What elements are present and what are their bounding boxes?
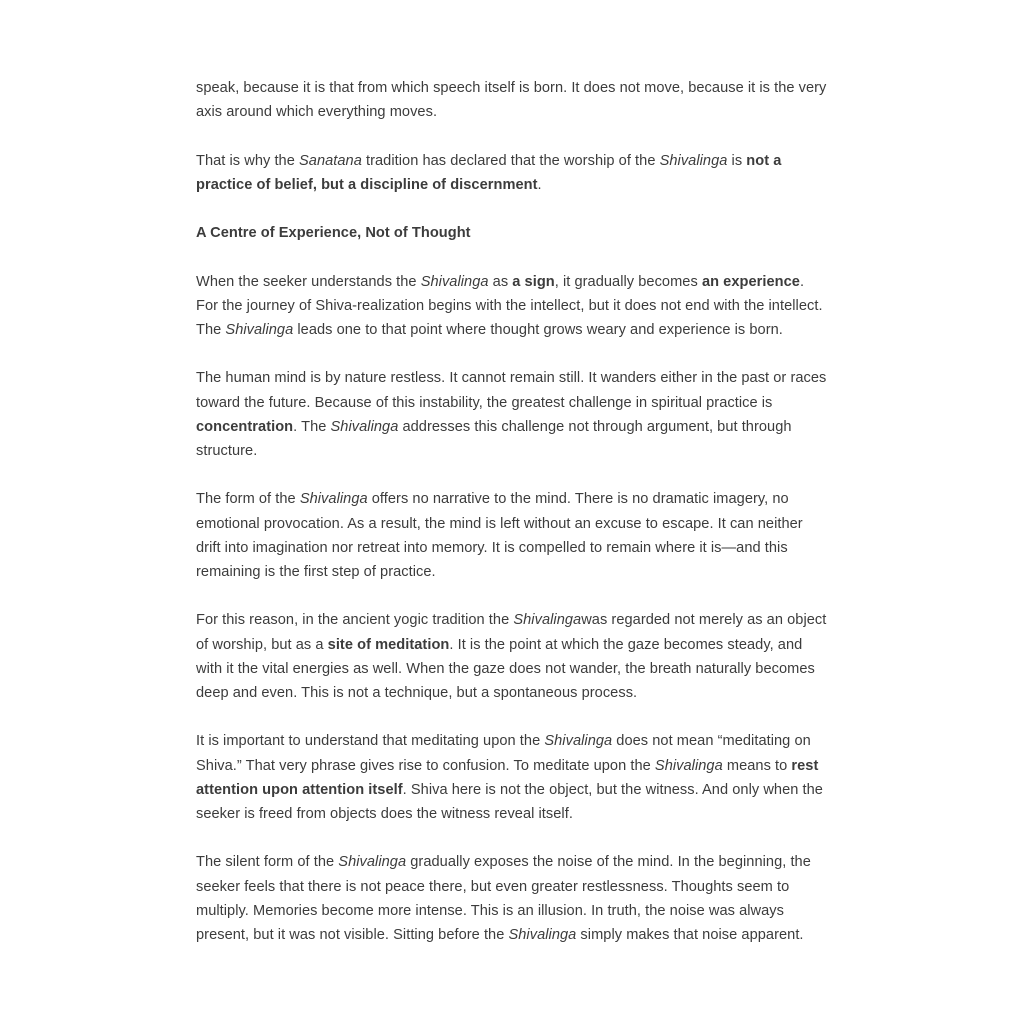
paragraph-2: That is why the Sanatana tradition has declared that the worship of the Shivalinga is not a practice of belief, but a discipline of discernment.	[196, 152, 782, 193]
italic-term: Shivalinga	[508, 926, 577, 943]
paragraph-5: The form of the Shivalinga offers no narrative to the mind. There is no dramatic imagery, no emotional provocation. As a result, the mind is left without an excuse to escape. It can neither drift into imagination nor retreat into memory. It is compelled to remain where it is—and this remaining is the first step of practice.	[196, 491, 803, 580]
paragraph-3: When the seeker understands the Shivalinga as a sign, it gradually becomes an experience. For the journey of Shiva-realization begins with the intellect, but it does not end with the intellect. The Shivalinga leads one to that point where thought grows weary and experience is born.	[196, 273, 823, 338]
italic-term: Shivalinga	[225, 321, 294, 338]
italic-term: Shivalinga	[330, 418, 399, 435]
italic-term: Shivalinga	[513, 612, 582, 629]
paragraph-8: The silent form of the Shivalinga gradually exposes the noise of the mind. In the beginning, the seeker feels that there is not peace there, but even greater restlessness. Thoughts seem to multiply. Memories become more intense. This is an illusion. In truth, the noise was always present, but it was not visible. Sitting before the Shivalinga simply makes that noise apparent.	[196, 854, 811, 943]
italic-term: Shivalinga	[338, 854, 407, 871]
italic-term: Shivalinga	[659, 152, 728, 169]
italic-term: Shivalinga	[654, 757, 723, 774]
bold-phrase: site of meditation	[327, 636, 450, 653]
article-body	[196, 76, 828, 971]
paragraph-1: speak, because it is that from which speech itself is born. It does not move, because it is the very axis around which everything moves.	[196, 80, 827, 121]
bold-phrase: an experience	[701, 273, 800, 290]
italic-term: Sanatana	[299, 152, 362, 169]
bold-phrase: concentration	[196, 418, 294, 435]
italic-term: Shivalinga	[420, 273, 489, 290]
bold-phrase: rest attention upon attention itself	[196, 757, 819, 798]
bold-phrase: a sign	[512, 273, 555, 290]
bold-phrase: not a practice of belief, but a discipline of discernment	[196, 152, 782, 193]
paragraph-4: The human mind is by nature restless. It cannot remain still. It wanders either in the past or races toward the future. Because of this instability, the greatest challenge in spiritual practice is concentration. The Shivalinga addresses this challenge not through argument, but through structure.	[196, 370, 827, 459]
italic-term: Shivalinga	[299, 491, 368, 508]
paragraph-6: For this reason, in the ancient yogic tradition the Shivalingawas regarded not merely as an object of worship, but as a site of meditation. It is the point at which the gaze becomes steady, and with it the vital energies as well. When the gaze does not wander, the breath naturally becomes deep and even. This is not a technique, but a spontaneous process.	[196, 612, 827, 701]
section-heading: A Centre of Experience, Not of Thought	[196, 225, 471, 242]
paragraph-7: It is important to understand that meditating upon the Shivalinga does not mean “meditating on Shiva.” That very phrase gives rise to confusion. To meditate upon the Shivalinga means to rest attention upon attention itself. Shiva here is not the object, but the witness. And only when the seeker is freed from objects does the witness reveal itself.	[196, 733, 823, 822]
italic-term: Shivalinga	[544, 733, 613, 750]
